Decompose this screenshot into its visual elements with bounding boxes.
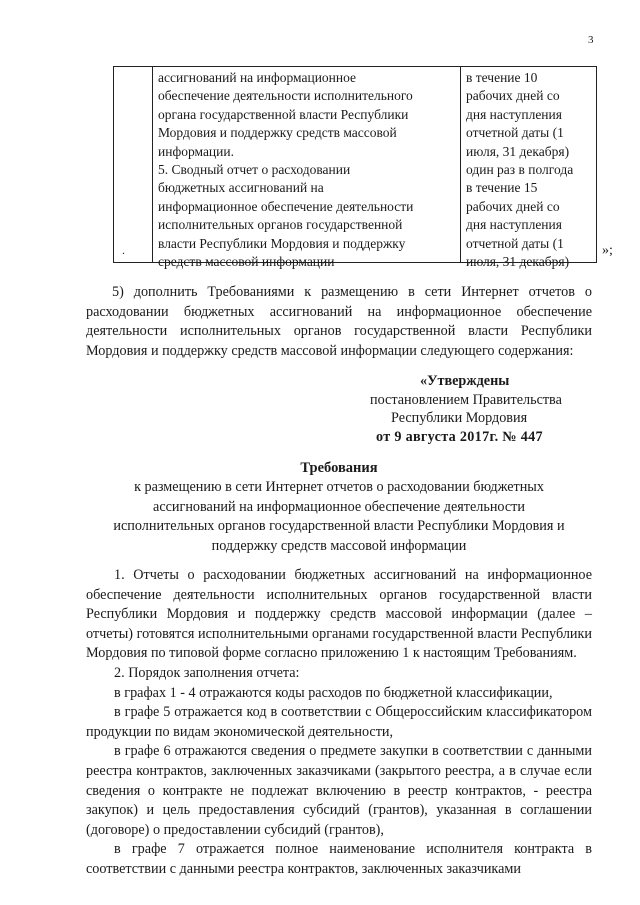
paragraph-5: в графе 6 отражаются сведения о предмете закупки в соответствии с данными реестра контрактов, заключенных заказчиками (закрытого реестра, а в случае если сведения о контракте не подлежат включению в реестр контрактов, - реестра закупок) и цель предоставления субсидий (грантов), указанная в соглашении (договоре) о предоставлении субсидий (грантов), (86, 743, 592, 838)
approval-line-republic: Республики Мордовия (391, 410, 528, 426)
table-cell-description (158, 69, 454, 271)
table-line: средств массовой информации (158, 254, 335, 270)
document-subtitle (86, 478, 592, 556)
requirements-body (86, 566, 592, 880)
table-line: ассигнований на информационное (158, 70, 357, 85)
table-line: в течение 10 (466, 70, 538, 85)
item-5-line: 5) дополнить Требованиями к размещению в сети Интернет отчетов о (112, 284, 592, 300)
subtitle-line: к размещению в сети Интернет отчетов о расходовании бюджетных (134, 479, 544, 495)
item-5-paragraph (86, 283, 592, 361)
table-line: 5. Сводный отчет о расходовании (158, 162, 351, 178)
table-line: в течение 15 (466, 180, 538, 196)
table-line: Мордовия и поддержку средств массовой (158, 125, 397, 141)
page-number: 3 (588, 34, 594, 46)
approval-line-approved: «Утверждены (420, 373, 510, 389)
item-5-line: Мордовия и поддержку средств массовой информации следующего (86, 342, 495, 359)
table-line: дня наступления (466, 106, 562, 122)
table-closing-mark: »; (602, 243, 613, 258)
paragraph-1: 1. Отчеты о расходовании бюджетных ассигнований на информационное обеспечение деятельности исполнительных органов государственной власти Республики Мордовия и поддержку средств массовой информации (далее – отчеты) готовятся исполнительными органами государственной власти Республики Мордовия по типовой форме согласно приложению 1 к настоящим Требованиям. (86, 567, 592, 662)
table-line: информации. (158, 143, 234, 159)
table-left-mark: . (122, 243, 125, 257)
subtitle-line: поддержку средств массовой информации (211, 537, 467, 554)
table-line: один раз в полгода (466, 162, 574, 178)
table-cell-deadline (466, 69, 594, 271)
table-line: исполнительных органов государственной (158, 217, 403, 233)
item-5-line: расходовании бюджетных ассигнований на информационное обеспечение (86, 303, 592, 320)
document-title: Требования (300, 460, 378, 476)
table-line: июля, 31 декабря) (466, 143, 570, 159)
table-line: рабочих дней со (466, 198, 560, 214)
continued-table (113, 66, 597, 270)
approval-line-decree: постановлением Правительства (370, 392, 562, 408)
table-line: июля, 31 декабря) (466, 254, 570, 270)
table-column-divider (460, 67, 461, 262)
item-5-line: содержания: (498, 342, 574, 359)
table-line: отчетной даты (1 (466, 125, 564, 141)
table-line: отчетной даты (1 (466, 235, 564, 251)
subtitle-line: исполнительных органов государственной власти Республики Мордовия и (113, 518, 565, 534)
item-5-line: деятельности исполнительных органов государственной власти Республики (86, 323, 592, 340)
paragraph-6: в графе 7 отражается полное наименование исполнителя контракта в соответствии с данными реестра контрактов, заключенных заказчиками (86, 841, 592, 877)
table-line: бюджетных ассигнований на (158, 180, 324, 196)
subtitle-line: ассигнований на информационное обеспечение деятельности (153, 498, 525, 515)
table-line: власти Республики Мордовия и поддержку (158, 235, 406, 251)
table-column-divider (152, 67, 153, 262)
table-line: органа государственной власти Республики (158, 106, 409, 122)
paragraph-3: в графах 1 - 4 отражаются коды расходов по бюджетной классификации, (114, 684, 553, 701)
approval-line-date: от 9 августа 2017г. № 447 (376, 429, 543, 445)
table-line: информационное обеспечение деятельности (158, 198, 414, 214)
paragraph-2: 2. Порядок заполнения отчета: (114, 664, 300, 681)
table-line: рабочих дней со (466, 88, 560, 104)
table-line: дня наступления (466, 217, 562, 233)
table-line: обеспечение деятельности исполнительного (158, 88, 413, 104)
paragraph-4: в графе 5 отражается код в соответствии с Общероссийским классификатором продукции по видам экономической деятельности, (86, 704, 592, 740)
